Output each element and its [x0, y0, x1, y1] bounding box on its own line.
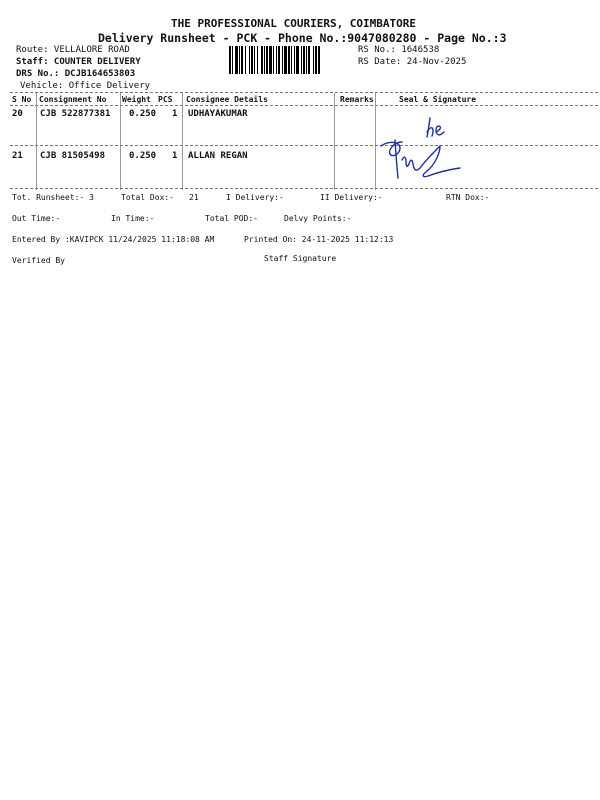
staff-signature-label: Staff Signature — [264, 254, 337, 263]
entered-by: Entered By :KAVIPCK 11/24/2025 11:18:08 AM — [12, 235, 215, 244]
row-weight: 0.250 — [129, 109, 157, 119]
tot-runsheet: Tot. Runsheet:- 3 — [12, 193, 94, 202]
row-weight: 0.250 — [129, 151, 157, 161]
company-name: THE PROFESSIONAL COURIERS, COIMBATORE — [171, 17, 417, 30]
table-header-rule — [10, 105, 598, 106]
row-pcs: 1 — [172, 151, 178, 161]
col-divider — [375, 93, 376, 190]
col-header-seal: Seal & Signature — [399, 95, 477, 104]
rs-date: RS Date: 24-Nov-2025 — [358, 57, 467, 67]
total-pod: Total POD:- — [205, 214, 258, 223]
out-time: Out Time:- — [12, 214, 61, 223]
drs-number: DRS No.: DCJB164653803 — [16, 69, 136, 79]
table-top-rule — [10, 92, 598, 93]
col-header-weight: Weight — [122, 95, 151, 104]
rtn-dox: RTN Dox:- — [446, 193, 490, 202]
total-dox-label: Total Dox:- — [121, 193, 174, 202]
runsheet-title: Delivery Runsheet - PCK - Phone No.:9047080280 - Page No.:3 — [98, 31, 507, 45]
col-divider — [36, 93, 37, 190]
row-rule — [10, 145, 598, 146]
col-divider — [182, 93, 183, 190]
row-consignment: CJB 81505498 — [40, 151, 106, 161]
row-sno: 21 — [12, 151, 23, 161]
handwritten-signature — [378, 112, 468, 192]
printed-on: Printed On: 24-11-2025 11:12:13 — [244, 235, 394, 244]
route-label: Route: VELLALORE ROAD — [16, 45, 130, 55]
vehicle-label: Vehicle: Office Delivery — [20, 81, 151, 91]
total-dox-value: 21 — [189, 193, 199, 202]
row-consignee: ALLAN REGAN — [188, 151, 248, 161]
col-header-consignment: Consignment No — [39, 95, 107, 104]
staff-label: Staff: COUNTER DELIVERY — [16, 57, 141, 67]
rs-number: RS No.: 1646538 — [358, 45, 440, 55]
col-divider — [334, 93, 335, 190]
in-time: In Time:- — [111, 214, 155, 223]
verified-by: Verified By — [12, 256, 65, 265]
col-header-sno: S No — [12, 95, 32, 104]
ii-delivery: II Delivery:- — [320, 193, 383, 202]
col-header-remarks: Remarks — [340, 95, 374, 104]
col-header-consignee: Consignee Details — [186, 95, 268, 104]
delvy-points: Delvy Points:- — [284, 214, 352, 223]
table-bottom-rule — [10, 188, 598, 189]
row-sno: 20 — [12, 109, 23, 119]
barcode — [229, 46, 356, 74]
row-consignment: CJB 522877381 — [40, 109, 111, 119]
i-delivery: I Delivery:- — [226, 193, 284, 202]
row-consignee: UDHAYAKUMAR — [188, 109, 248, 119]
col-header-pcs: PCS — [158, 95, 173, 104]
row-pcs: 1 — [172, 109, 178, 119]
col-divider — [120, 93, 121, 190]
